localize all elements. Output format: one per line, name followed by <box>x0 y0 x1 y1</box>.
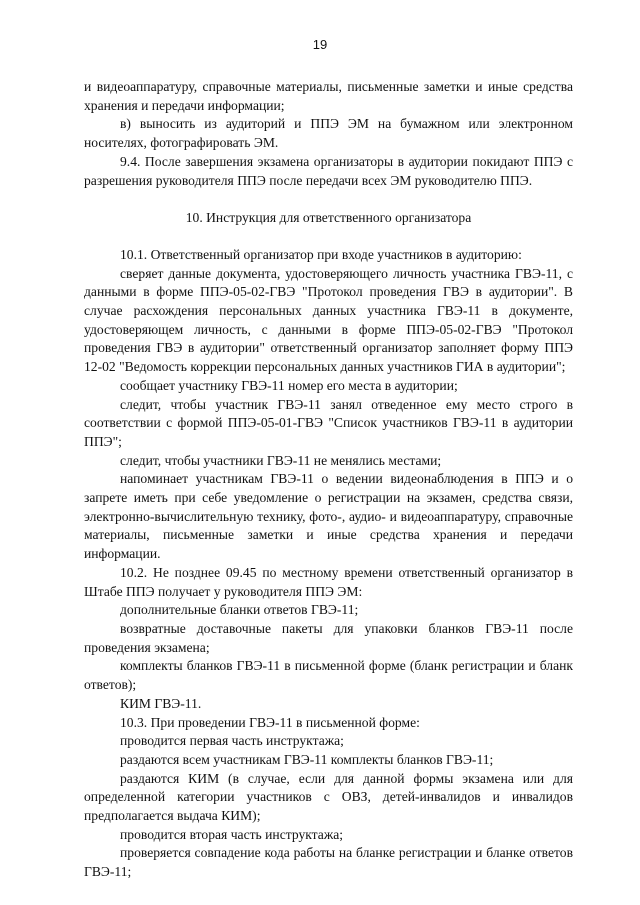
paragraph: 10.2. Не позднее 09.45 по местному времени ответственный организатор в Штабе ППЭ получает у руководителя ППЭ ЭМ: <box>84 564 573 599</box>
paragraph: 10.1. Ответственный организатор при входе участников в аудиторию: <box>120 246 522 262</box>
paragraph: возвратные доставочные пакеты для упаковки бланков ГВЭ-11 после проведения экзамена; <box>84 620 573 655</box>
paragraph: сверяет данные документа, удостоверяющего личность участника ГВЭ-11, с данными в форме ППЭ-05-02-ГВЭ "Протокол проведения ГВЭ в аудитории". В случае расхождения персональных данных участника ГВЭ-11 в документе, удостоверяющем личность, с данными в форме ППЭ-05-02-ГВЭ "Протокол проведения ГВЭ в аудитории" ответственный организатор заполняет форму ППЭ 12-02 "Ведомость коррекции персональных данных участников ГИА в аудитории"; <box>84 265 573 375</box>
paragraph: проверяется совпадение кода работы на бланке регистрации и бланке ответов ГВЭ-11; <box>84 845 573 880</box>
paragraph: дополнительные бланки ответов ГВЭ-11; <box>120 602 359 618</box>
paragraph: напоминает участникам ГВЭ-11 о ведении видеонаблюдения в ППЭ и о запрете иметь при себе уведомление о регистрации на экзамен, средства связи, электронно-вычислительную технику, фото-, аудио- и видеоаппаратуру, справочные материалы, письменные заметки и иные средства хранения и передачи информации. <box>84 471 573 562</box>
paragraph: раздаются КИМ (в случае, если для данной формы экзамена или для определенной категории участников с ОВЗ, детей-инвалидов и инвалидов предполагается выдача КИМ); <box>84 770 573 824</box>
paragraph: КИМ ГВЭ-11. <box>120 695 202 711</box>
paragraph: следит, чтобы участник ГВЭ-11 занял отведенное ему место строго в соответствии с формой ППЭ-05-01-ГВЭ "Список участников ГВЭ-11 в аудитории ППЭ"; <box>84 396 573 449</box>
paragraph: и видеоаппаратуру, справочные материалы, письменные заметки и иные средства хранения и передачи информации; <box>84 79 573 113</box>
page-number: 19 <box>312 37 328 52</box>
paragraph: 9.4. После завершения экзамена организаторы в аудитории покидают ППЭ с разрешения руководителя ППЭ после передачи всех ЭМ руководителю ППЭ. <box>84 153 573 188</box>
paragraph: проводится вторая часть инструктажа; <box>120 826 344 842</box>
paragraph: 10.3. При проведении ГВЭ-11 в письменной форме: <box>120 714 420 730</box>
paragraph: комплекты бланков ГВЭ-11 в письменной форме (бланк регистрации и бланк ответов); <box>84 658 573 693</box>
paragraph: в) выносить из аудиторий и ППЭ ЭМ на бумажном или электронном носителях, фотографировать ЭМ. <box>84 116 573 151</box>
paragraph: проводится первая часть инструктажа; <box>120 733 344 749</box>
paragraph: следит, чтобы участники ГВЭ-11 не менялись местами; <box>120 452 442 468</box>
document-body <box>84 78 573 882</box>
paragraph: раздаются всем участникам ГВЭ-11 комплекты бланков ГВЭ-11; <box>120 751 494 767</box>
section-heading: 10. Инструкция для ответственного организатора <box>185 210 472 226</box>
paragraph: сообщает участнику ГВЭ-11 номер его места в аудитории; <box>120 377 458 393</box>
